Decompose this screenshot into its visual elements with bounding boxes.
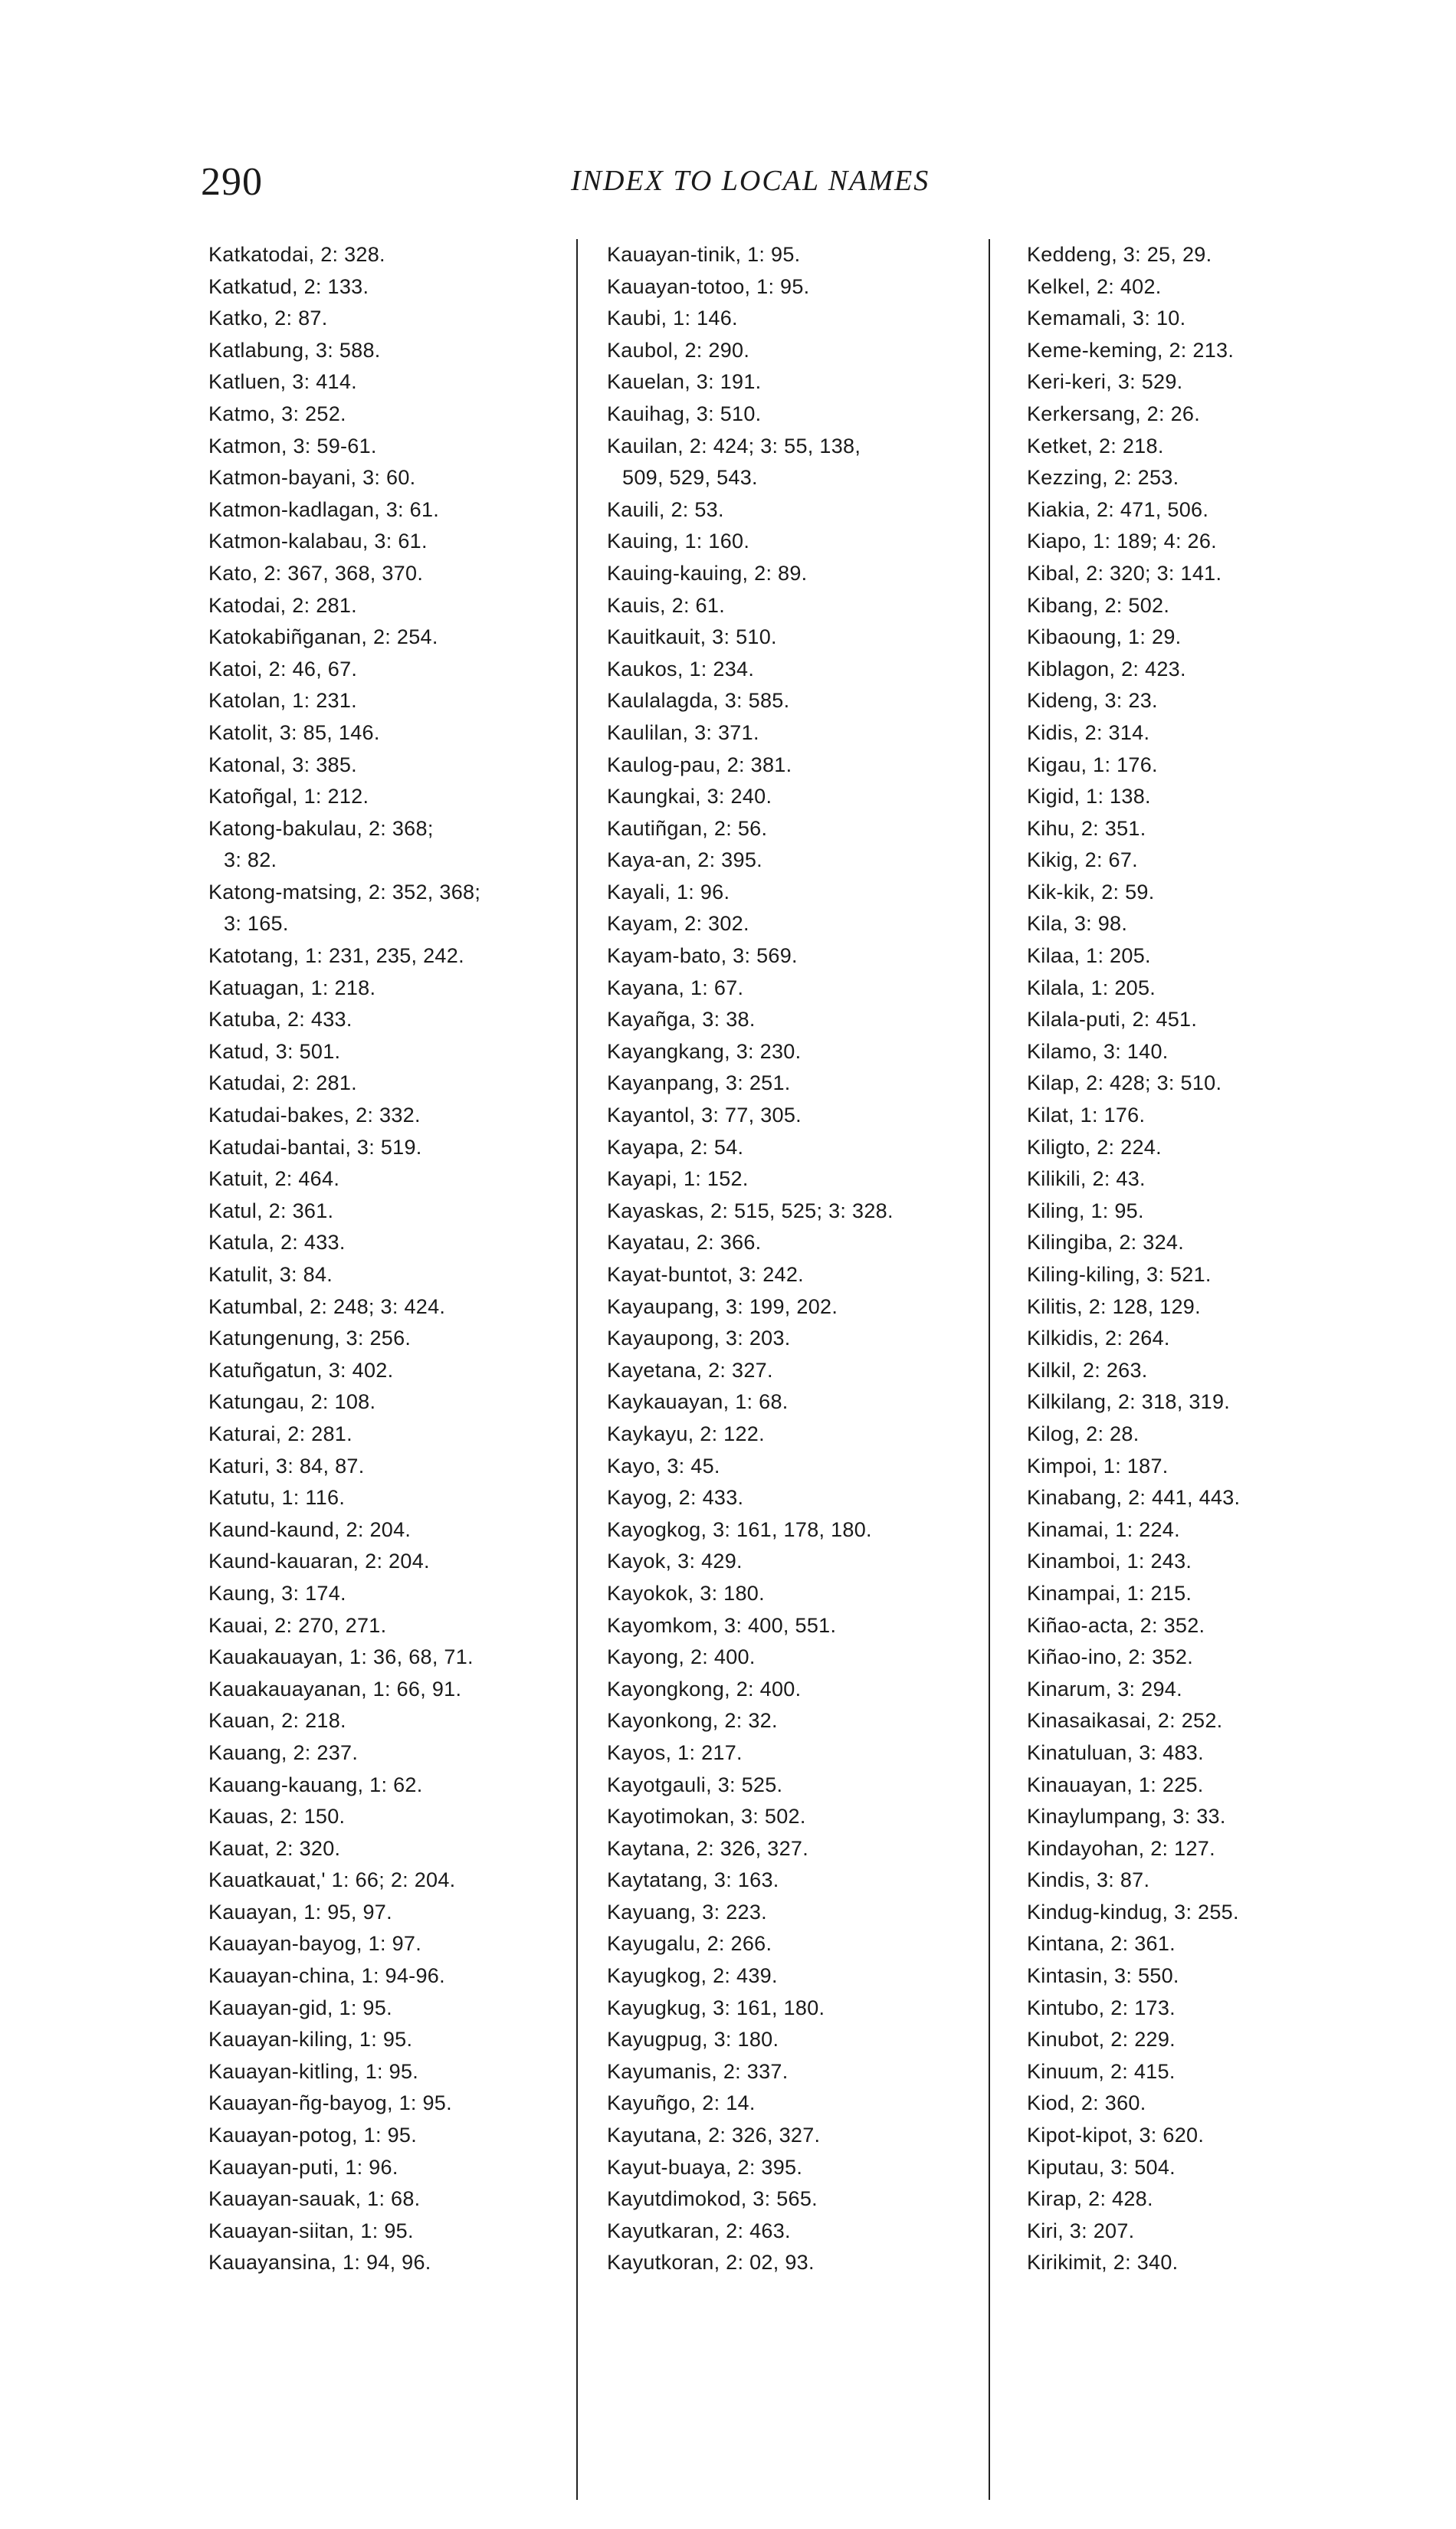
index-entry: Kaulog-pau, 2: 381. — [607, 753, 792, 776]
index-entry: Kauayan-ñg-bayog, 1: 95. — [208, 2091, 452, 2115]
index-entry: Kauayan-bayog, 1: 97. — [208, 1932, 422, 1956]
index-entry: Kaungkai, 3: 240. — [607, 785, 772, 809]
index-entry: Kaytatang, 3: 163. — [607, 1868, 779, 1892]
index-entry: Kayutdimokod, 3: 565. — [607, 2187, 818, 2211]
index-entry: Kimpoi, 1: 187. — [1027, 1454, 1169, 1478]
index-entry: Kilamo, 3: 140. — [1027, 1039, 1169, 1063]
index-entry: Kibal, 2: 320; 3: 141. — [1027, 561, 1222, 585]
index-entry: Kato, 2: 367, 368, 370. — [208, 561, 424, 585]
index-entry: Kilitis, 2: 128, 129. — [1027, 1294, 1201, 1318]
index-entry: Kauayan-sauak, 1: 68. — [208, 2187, 421, 2211]
index-entry: Kinuum, 2: 415. — [1027, 2059, 1176, 2083]
index-entry: Kideng, 3: 23. — [1027, 689, 1158, 713]
index-entry: Katudai-bakes, 2: 332. — [208, 1104, 421, 1127]
index-entry: Katluen, 3: 414. — [208, 370, 357, 394]
index-entry: Kaukos, 1: 234. — [607, 657, 755, 681]
index-entry: Kinauayan, 1: 225. — [1027, 1773, 1204, 1796]
index-entry: Kinabang, 2: 441, 443. — [1027, 1486, 1241, 1510]
index-entry: Katkatodai, 2: 328. — [208, 243, 385, 266]
index-entry: Kaulalagda, 3: 585. — [607, 689, 790, 713]
index-entry: Kiputau, 3: 504. — [1027, 2155, 1176, 2179]
index-entry: Kayugkog, 2: 439. — [607, 1964, 778, 1988]
index-entry: Kauelan, 3: 191. — [607, 370, 762, 394]
index-entry: Katonal, 3: 385. — [208, 753, 357, 776]
index-entry: Kayogkog, 3: 161, 178, 180. — [607, 1517, 872, 1541]
index-entry: Kilkilang, 2: 318, 319. — [1027, 1390, 1231, 1414]
index-entry: Kayangkang, 3: 230. — [607, 1039, 802, 1063]
index-entry: Kauayan, 1: 95, 97. — [208, 1900, 392, 1924]
index-entry: Kauatkauat,' 1: 66; 2: 204. — [208, 1868, 456, 1892]
index-entry: Kayam, 2: 302. — [607, 912, 749, 936]
index-entry: Kaytana, 2: 326, 327. — [607, 1836, 808, 1860]
index-entry: Kauayan-totoo, 1: 95. — [607, 274, 810, 298]
index-entry: Kiñao-ino, 2: 352. — [1027, 1645, 1194, 1669]
index-entry: Kauas, 2: 150. — [208, 1805, 346, 1829]
index-entry: Kinamboi, 1: 243. — [1027, 1550, 1192, 1573]
index-entry: Kaung, 3: 174. — [208, 1581, 346, 1605]
index-entry: Kiligto, 2: 224. — [1027, 1135, 1162, 1159]
index-entry: Kauilan, 2: 424; 3: 55, 138, — [607, 434, 861, 458]
index-entry: Kilingiba, 2: 324. — [1027, 1231, 1185, 1255]
index-entry: Kinatuluan, 3: 483. — [1027, 1740, 1204, 1764]
index-entry: Kiapo, 1: 189; 4: 26. — [1027, 530, 1217, 553]
page-number: 290 — [201, 160, 263, 204]
index-entry: Katmo, 3: 252. — [208, 402, 346, 425]
index-entry: Katong-bakulau, 2: 368; — [208, 816, 434, 840]
index-entry: Kayugkug, 3: 161, 180. — [607, 1996, 825, 2019]
index-entry: Kinaylumpang, 3: 33. — [1027, 1805, 1226, 1829]
index-entry: Kauayan-gid, 1: 95. — [208, 1996, 392, 2019]
index-entry: Kauayansina, 1: 94, 96. — [208, 2251, 431, 2275]
index-entry: Katmon-kalabau, 3: 61. — [208, 530, 428, 553]
index-entry: Kauayan-siitan, 1: 95. — [208, 2219, 414, 2242]
index-entry: Katodai, 2: 281. — [208, 593, 357, 617]
index-entry: Kilkil, 2: 263. — [1027, 1358, 1148, 1382]
index-entry: Katmon-bayani, 3: 60. — [208, 466, 416, 490]
index-entry: Kaulilan, 3: 371. — [607, 720, 759, 744]
index-entry: Kayam-bato, 3: 569. — [607, 944, 798, 968]
index-entry: Kauayan-kiling, 1: 95. — [208, 2028, 413, 2052]
index-entry: Katutu, 1: 116. — [208, 1486, 346, 1510]
index-entry: Kayumanis, 2: 337. — [607, 2059, 789, 2083]
index-entry: Katoi, 2: 46, 67. — [208, 657, 358, 681]
index-entry: Kila, 3: 98. — [1027, 912, 1128, 936]
index-entry: Kayutkaran, 2: 463. — [607, 2219, 791, 2242]
index-entry: Kauis, 2: 61. — [607, 593, 725, 617]
index-entry: Katko, 2: 87. — [208, 307, 328, 330]
index-entry: Kayapi, 1: 152. — [607, 1167, 749, 1191]
index-entry: Kik-kik, 2: 59. — [1027, 880, 1155, 904]
index-entry: Kayo, 3: 45. — [607, 1454, 720, 1478]
index-entry: 3: 82. — [224, 848, 277, 872]
index-column-3 — [1027, 239, 1395, 2279]
index-entry: Kiñao-acta, 2: 352. — [1027, 1613, 1205, 1637]
index-entry: Kauihag, 3: 510. — [607, 402, 762, 425]
index-entry: Kauing-kauing, 2: 89. — [607, 561, 808, 585]
index-entry: Kezzing, 2: 253. — [1027, 466, 1179, 490]
index-entry: Kauayan-china, 1: 94-96. — [208, 1964, 445, 1988]
index-entry: Kilap, 2: 428; 3: 510. — [1027, 1071, 1222, 1095]
index-entry: Kayatau, 2: 366. — [607, 1231, 762, 1255]
index-entry: Kilkidis, 2: 264. — [1027, 1327, 1170, 1350]
index-entry: Kinampai, 1: 215. — [1027, 1581, 1192, 1605]
index-entry: Katuit, 2: 464. — [208, 1167, 340, 1191]
index-entry: Kauang, 2: 237. — [208, 1740, 359, 1764]
index-entry: Kayaupong, 3: 203. — [607, 1327, 791, 1350]
index-entry: Kauat, 2: 320. — [208, 1836, 341, 1860]
index-entry: Kauakauayanan, 1: 66, 91. — [208, 1677, 462, 1701]
index-entry: Katolan, 1: 231. — [208, 689, 357, 713]
index-entry: Ketket, 2: 218. — [1027, 434, 1164, 458]
index-entry: Kikig, 2: 67. — [1027, 848, 1138, 872]
index-entry: Kaya-an, 2: 395. — [607, 848, 762, 872]
index-entry: Kauayan-potog, 1: 95. — [208, 2124, 418, 2147]
index-entry: Katmon, 3: 59-61. — [208, 434, 377, 458]
index-entry: Kinarum, 3: 294. — [1027, 1677, 1182, 1701]
index-entry: Kibang, 2: 502. — [1027, 593, 1170, 617]
index-entry: Kemamali, 3: 10. — [1027, 307, 1186, 330]
index-entry: Kayog, 2: 433. — [607, 1486, 744, 1510]
index-entry: Kaubol, 2: 290. — [607, 338, 750, 362]
index-entry: Kauai, 2: 270, 271. — [208, 1613, 387, 1637]
index-entry: Katudai-bantai, 3: 519. — [208, 1135, 422, 1159]
index-entry: Kilog, 2: 28. — [1027, 1422, 1140, 1445]
index-entry: Kiri, 3: 207. — [1027, 2219, 1135, 2242]
index-entry: Katotang, 1: 231, 235, 242. — [208, 944, 464, 968]
index-entry: Kayañga, 3: 38. — [607, 1008, 756, 1032]
index-entry: Kilaa, 1: 205. — [1027, 944, 1151, 968]
index-entry: Katkatud, 2: 133. — [208, 274, 369, 298]
index-entry: Kayotimokan, 3: 502. — [607, 1805, 806, 1829]
index-entry: Kayutana, 2: 326, 327. — [607, 2124, 821, 2147]
index-entry: Kayos, 1: 217. — [607, 1740, 743, 1764]
index-entry: Kilikili, 2: 43. — [1027, 1167, 1146, 1191]
index-entry: Kiakia, 2: 471, 506. — [1027, 497, 1209, 521]
index-entry: Katokabiñganan, 2: 254. — [208, 625, 438, 649]
index-entry: 3: 165. — [224, 912, 289, 936]
index-entry: Kiling-kiling, 3: 521. — [1027, 1263, 1212, 1286]
index-entry: Kinamai, 1: 224. — [1027, 1517, 1180, 1541]
index-entry: Kintubo, 2: 173. — [1027, 1996, 1176, 2019]
index-entry: Kinasaikasai, 2: 252. — [1027, 1709, 1223, 1733]
index-entry: Kihu, 2: 351. — [1027, 816, 1146, 840]
index-entry: Kaykauayan, 1: 68. — [607, 1390, 789, 1414]
index-entry: Kayat-buntot, 3: 242. — [607, 1263, 804, 1286]
index-entry: Katurai, 2: 281. — [208, 1422, 353, 1445]
index-entry: Kipot-kipot, 3: 620. — [1027, 2124, 1205, 2147]
index-entry: Katoñgal, 1: 212. — [208, 785, 369, 809]
index-entry: Kauan, 2: 218. — [208, 1709, 346, 1733]
index-entry: Kayut-buaya, 2: 395. — [607, 2155, 803, 2179]
index-entry: Katong-matsing, 2: 352, 368; — [208, 880, 481, 904]
index-entry: Kirikimit, 2: 340. — [1027, 2251, 1179, 2275]
index-columns — [0, 239, 1456, 2492]
index-entry: Kintasin, 3: 550. — [1027, 1964, 1179, 1988]
index-entry: Kibaoung, 1: 29. — [1027, 625, 1182, 649]
index-entry: Kayuñgo, 2: 14. — [607, 2091, 756, 2115]
index-entry: Kayana, 1: 67. — [607, 976, 744, 999]
index-entry: Kilala, 1: 205. — [1027, 976, 1156, 999]
index-entry: Katuba, 2: 433. — [208, 1008, 353, 1032]
index-entry: Kauayan-kitling, 1: 95. — [208, 2059, 419, 2083]
index-entry: Kayantol, 3: 77, 305. — [607, 1104, 802, 1127]
index-entry: Katudai, 2: 281. — [208, 1071, 357, 1095]
index-entry: Katul, 2: 361. — [208, 1199, 334, 1222]
index-entry: Katlabung, 3: 588. — [208, 338, 381, 362]
index-entry: Kirap, 2: 428. — [1027, 2187, 1153, 2211]
index-entry: Kauili, 2: 53. — [607, 497, 724, 521]
index-entry: Katmon-kadlagan, 3: 61. — [208, 497, 440, 521]
index-entry: Kintana, 2: 361. — [1027, 1932, 1176, 1956]
index-entry: 509, 529, 543. — [622, 466, 758, 490]
index-entry: Kayok, 3: 429. — [607, 1550, 743, 1573]
index-entry: Kilala-puti, 2: 451. — [1027, 1008, 1198, 1032]
index-column-2 — [607, 239, 982, 2279]
running-title: INDEX TO LOCAL NAMES — [571, 165, 930, 197]
index-column-1 — [208, 239, 569, 2279]
index-entry: Kiod, 2: 360. — [1027, 2091, 1146, 2115]
index-entry: Kautiñgan, 2: 56. — [607, 816, 768, 840]
index-entry: Kauitkauit, 3: 510. — [607, 625, 777, 649]
index-entry: Katungenung, 3: 256. — [208, 1327, 412, 1350]
index-entry: Kaubi, 1: 146. — [607, 307, 738, 330]
index-entry: Keri-keri, 3: 529. — [1027, 370, 1183, 394]
index-entry: Kayali, 1: 96. — [607, 880, 730, 904]
index-entry: Katulit, 3: 84. — [208, 1263, 333, 1286]
index-entry: Kayanpang, 3: 251. — [607, 1071, 791, 1095]
index-entry: Kayong, 2: 400. — [607, 1645, 756, 1669]
index-entry: Katolit, 3: 85, 146. — [208, 720, 380, 744]
index-entry: Katuri, 3: 84, 87. — [208, 1454, 365, 1478]
page-header — [0, 153, 1456, 222]
index-entry: Kayomkom, 3: 400, 551. — [607, 1613, 837, 1637]
index-entry: Keddeng, 3: 25, 29. — [1027, 243, 1212, 266]
index-entry: Kinubot, 2: 229. — [1027, 2028, 1176, 2052]
index-entry: Katula, 2: 433. — [208, 1231, 346, 1255]
index-entry: Kayaupang, 3: 199, 202. — [607, 1294, 838, 1318]
index-entry: Kayuang, 3: 223. — [607, 1900, 767, 1924]
index-entry: Katuñgatun, 3: 402. — [208, 1358, 394, 1382]
index-entry: Kauayan-puti, 1: 96. — [208, 2155, 398, 2179]
index-entry: Kayotgauli, 3: 525. — [607, 1773, 783, 1796]
index-entry: Kayugpug, 3: 180. — [607, 2028, 779, 2052]
index-entry: Katud, 3: 501. — [208, 1039, 341, 1063]
index-entry: Kindug-kindug, 3: 255. — [1027, 1900, 1239, 1924]
index-entry: Kauakauayan, 1: 36, 68, 71. — [208, 1645, 474, 1669]
index-entry: Kaykayu, 2: 122. — [607, 1422, 765, 1445]
index-entry: Kigid, 1: 138. — [1027, 785, 1151, 809]
index-entry: Kayonkong, 2: 32. — [607, 1709, 778, 1733]
index-entry: Kauing, 1: 160. — [607, 530, 750, 553]
index-entry: Kayetana, 2: 327. — [607, 1358, 773, 1382]
index-entry: Kilat, 1: 176. — [1027, 1104, 1146, 1127]
index-entry: Kelkel, 2: 402. — [1027, 274, 1162, 298]
index-entry: Kiblagon, 2: 423. — [1027, 657, 1186, 681]
index-entry: Kindis, 3: 87. — [1027, 1868, 1150, 1892]
index-entry: Keme-keming, 2: 213. — [1027, 338, 1235, 362]
index-entry: Kaund-kauaran, 2: 204. — [208, 1550, 430, 1573]
index-entry: Kayongkong, 2: 400. — [607, 1677, 802, 1701]
index-entry: Kindayohan, 2: 127. — [1027, 1836, 1215, 1860]
index-entry: Kidis, 2: 314. — [1027, 720, 1150, 744]
index-entry: Kayapa, 2: 54. — [607, 1135, 744, 1159]
index-entry: Kayaskas, 2: 515, 525; 3: 328. — [607, 1199, 894, 1222]
index-entry: Kauayan-tinik, 1: 95. — [607, 243, 801, 266]
index-entry: Kauang-kauang, 1: 62. — [208, 1773, 423, 1796]
index-entry: Kayutkoran, 2: 02, 93. — [607, 2251, 815, 2275]
index-entry: Kayugalu, 2: 266. — [607, 1932, 772, 1956]
index-entry: Kaund-kaund, 2: 204. — [208, 1517, 412, 1541]
index-entry: Katumbal, 2: 248; 3: 424. — [208, 1294, 446, 1318]
index-entry: Kiling, 1: 95. — [1027, 1199, 1144, 1222]
index-entry: Katungau, 2: 108. — [208, 1390, 376, 1414]
index-entry: Katuagan, 1: 218. — [208, 976, 376, 999]
index-entry: Kayokok, 3: 180. — [607, 1581, 765, 1605]
index-entry: Kerkersang, 2: 26. — [1027, 402, 1201, 425]
index-entry: Kigau, 1: 176. — [1027, 753, 1158, 776]
